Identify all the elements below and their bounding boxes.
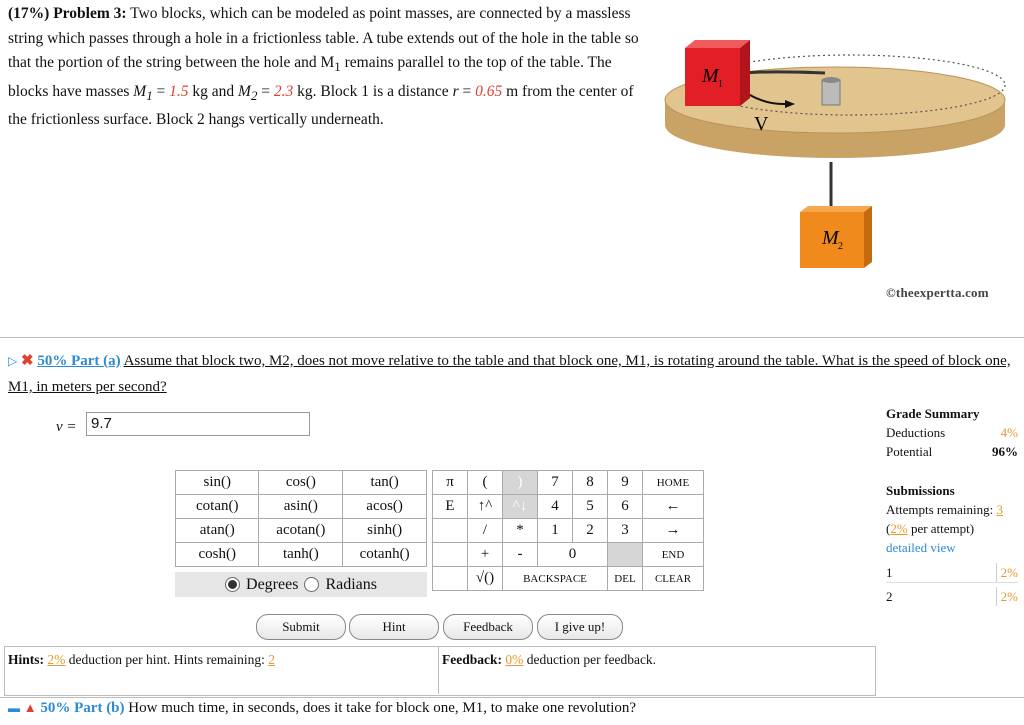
submission-number: 2 <box>886 589 893 604</box>
grade-summary-title: Grade Summary <box>886 406 980 421</box>
key-sqrt[interactable]: √() <box>468 567 503 591</box>
key-blank <box>433 519 468 543</box>
grade-summary: Grade Summary Deductions 4% Potential 96% Submissions Attempts remaining: 3 (2% per attempt) detailed view 1 2% 2 2% <box>886 406 1018 604</box>
key-cotan[interactable]: cotan() <box>176 495 259 519</box>
wrong-icon: ✖ <box>20 353 34 369</box>
r-symbol: r <box>452 82 459 100</box>
key-divide[interactable]: / <box>468 519 503 543</box>
problem-statement: (17%) Problem 3: Two blocks, which can be modeled as point masses, are connected by a massless string which passes through a hole in a frictionless table. A tube extends out of the hole in the table so that the portion of the string between the hole and $M_1$ remains parallel to the top of the table. The blocks have masses $M_1 = 1.5$ kg and $M_2 = 2.3$ kg. Block 1 is a distance r = 0.65 m from the center of the frictionless surface. Block 2 hangs vertically underneath. <box>8 5 639 129</box>
key-cotanh[interactable]: cotanh() <box>343 543 427 567</box>
key-home[interactable]: HOME <box>643 471 704 495</box>
feedback-pct: 0% <box>505 652 524 667</box>
key-sinh[interactable]: sinh() <box>343 519 427 543</box>
box-divider <box>438 646 439 694</box>
key-blank <box>433 543 468 567</box>
key-9[interactable]: 9 <box>608 471 643 495</box>
key-right[interactable]: → <box>643 519 704 543</box>
m2-value: 2.3 <box>273 82 294 100</box>
hints-info <box>8 652 275 668</box>
key-pi[interactable]: π <box>433 471 468 495</box>
number-keypad <box>432 470 704 591</box>
key-asin[interactable]: asin() <box>259 495 343 519</box>
key-left[interactable]: ← <box>643 495 704 519</box>
potential-value: 96% <box>992 444 1018 459</box>
key-3[interactable]: 3 <box>608 519 643 543</box>
feedback-info <box>442 652 656 668</box>
key-minus[interactable]: - <box>503 543 538 567</box>
divider <box>0 697 1024 698</box>
problem-text-2: remains parallel to the top of the table. The blocks have masses <box>8 54 612 100</box>
collapse-icon[interactable]: ▬ <box>8 701 20 715</box>
key-4[interactable]: 4 <box>538 495 573 519</box>
function-keypad <box>175 470 427 567</box>
key-1[interactable]: 1 <box>538 519 573 543</box>
m2-block-label: M <box>822 227 839 249</box>
submission-deduction: 2% <box>996 563 1018 582</box>
key-clear[interactable]: CLEAR <box>643 567 704 591</box>
degrees-label: Degrees <box>246 575 299 593</box>
problem-text-3: kg. Block 1 is a distance <box>293 82 453 100</box>
key-plus[interactable]: + <box>468 543 503 567</box>
key-0[interactable]: 0 <box>538 543 608 567</box>
m2-block-sub: 2 <box>838 241 843 252</box>
hints-remaining: 2 <box>268 652 275 667</box>
key-cosh[interactable]: cosh() <box>176 543 259 567</box>
warning-icon: ▲ <box>23 700 37 715</box>
angle-mode <box>175 572 427 597</box>
problem-header: (17%) Problem 3: <box>8 5 127 22</box>
radians-radio[interactable] <box>304 577 319 592</box>
subscript: 1 <box>334 59 341 75</box>
answer-input[interactable]: 9.7 <box>86 412 310 436</box>
degrees-radio[interactable] <box>225 577 240 592</box>
part-b-pct[interactable]: 50% Part (b) <box>40 700 125 716</box>
expand-icon[interactable]: ▷ <box>8 354 18 368</box>
tube <box>822 77 840 83</box>
m1-block-sub: 1 <box>718 79 723 90</box>
m1-symbol: $M_1$ <box>133 82 153 103</box>
problem-text-1: Two blocks, which can be modeled as point masses, are connected by a massless string which passes through a hole in a frictionless table. A tube extends out of the hole in the table so that the portion of the string between the hole and M <box>8 5 639 71</box>
key-6[interactable]: 6 <box>608 495 643 519</box>
m2-symbol: $M_2$ <box>238 82 258 103</box>
key-tan[interactable]: tan() <box>343 471 427 495</box>
hints-text: deduction per hint. Hints remaining: <box>65 652 269 667</box>
key-e[interactable]: E <box>433 495 468 519</box>
part-b-text: How much time, in seconds, does it take for block one, M1, to make one revolution? <box>128 700 637 716</box>
key-7[interactable]: 7 <box>538 471 573 495</box>
hints-label: Hints: <box>8 652 45 667</box>
key-backspace[interactable]: BACKSPACE <box>503 567 608 591</box>
key-2[interactable]: 2 <box>573 519 608 543</box>
v-label: V <box>754 113 769 135</box>
key-multiply[interactable]: * <box>503 519 538 543</box>
submission-deduction: 2% <box>996 587 1018 606</box>
key-tanh[interactable]: tanh() <box>259 543 343 567</box>
feedback-label: Feedback: <box>442 652 502 667</box>
key-lparen[interactable]: ( <box>468 471 503 495</box>
problem-text-4: m from the center of the frictionless surface. Block 2 hangs vertically underneath. <box>8 82 634 129</box>
deductions-value: 4% <box>1000 425 1018 440</box>
key-8[interactable]: 8 <box>573 471 608 495</box>
key-rparen[interactable]: ) <box>503 471 538 495</box>
attempts-label: Attempts remaining: <box>886 502 997 517</box>
key-down[interactable]: ^↓ <box>503 495 538 519</box>
key-atan[interactable]: atan() <box>176 519 259 543</box>
potential-label: Potential <box>886 444 933 459</box>
key-blank <box>433 567 468 591</box>
key-acos[interactable]: acos() <box>343 495 427 519</box>
give-up-button[interactable]: I give up! <box>537 614 623 640</box>
submission-number: 1 <box>886 565 893 580</box>
m1-block-label: M <box>702 65 719 87</box>
per-attempt-text: per attempt) <box>907 521 975 536</box>
submit-button[interactable]: Submit <box>256 614 346 640</box>
feedback-button[interactable]: Feedback <box>443 614 533 640</box>
answer-label: v = <box>56 419 77 435</box>
hint-button[interactable]: Hint <box>349 614 439 640</box>
radians-label: Radians <box>325 575 377 593</box>
key-power[interactable]: ↑^ <box>468 495 503 519</box>
feedback-text: deduction per feedback. <box>523 652 657 667</box>
submissions-title: Submissions <box>886 483 955 498</box>
key-cos[interactable]: cos() <box>259 471 343 495</box>
deductions-label: Deductions <box>886 425 946 440</box>
key-del[interactable]: DEL <box>608 567 643 591</box>
m1-value: 1.5 <box>169 82 189 100</box>
per-attempt-pct: 2% <box>890 521 908 536</box>
key-5[interactable]: 5 <box>573 495 608 519</box>
key-dot[interactable] <box>608 543 643 567</box>
key-end[interactable]: END <box>643 543 704 567</box>
detailed-view-link[interactable]: detailed view <box>886 540 956 555</box>
key-acotan[interactable]: acotan() <box>259 519 343 543</box>
hints-pct: 2% <box>47 652 66 667</box>
part-a-question <box>8 348 1018 400</box>
problem-figure <box>650 30 1020 300</box>
part-a-pct[interactable]: 50% Part (a) <box>37 353 121 369</box>
part-b-question <box>8 700 636 717</box>
part-a-text: Assume that block two, M2, does not move relative to the table and that block one, M1, is rotating around the table. What is the speed of block one, M1, in meters per second? <box>8 353 1011 395</box>
copyright: ©theexpertta.com <box>886 285 989 300</box>
key-sin[interactable]: sin() <box>176 471 259 495</box>
r-value: 0.65 <box>475 82 503 100</box>
and-text: kg and <box>188 82 239 100</box>
attempts-value: 3 <box>996 502 1003 517</box>
divider <box>0 337 1024 338</box>
